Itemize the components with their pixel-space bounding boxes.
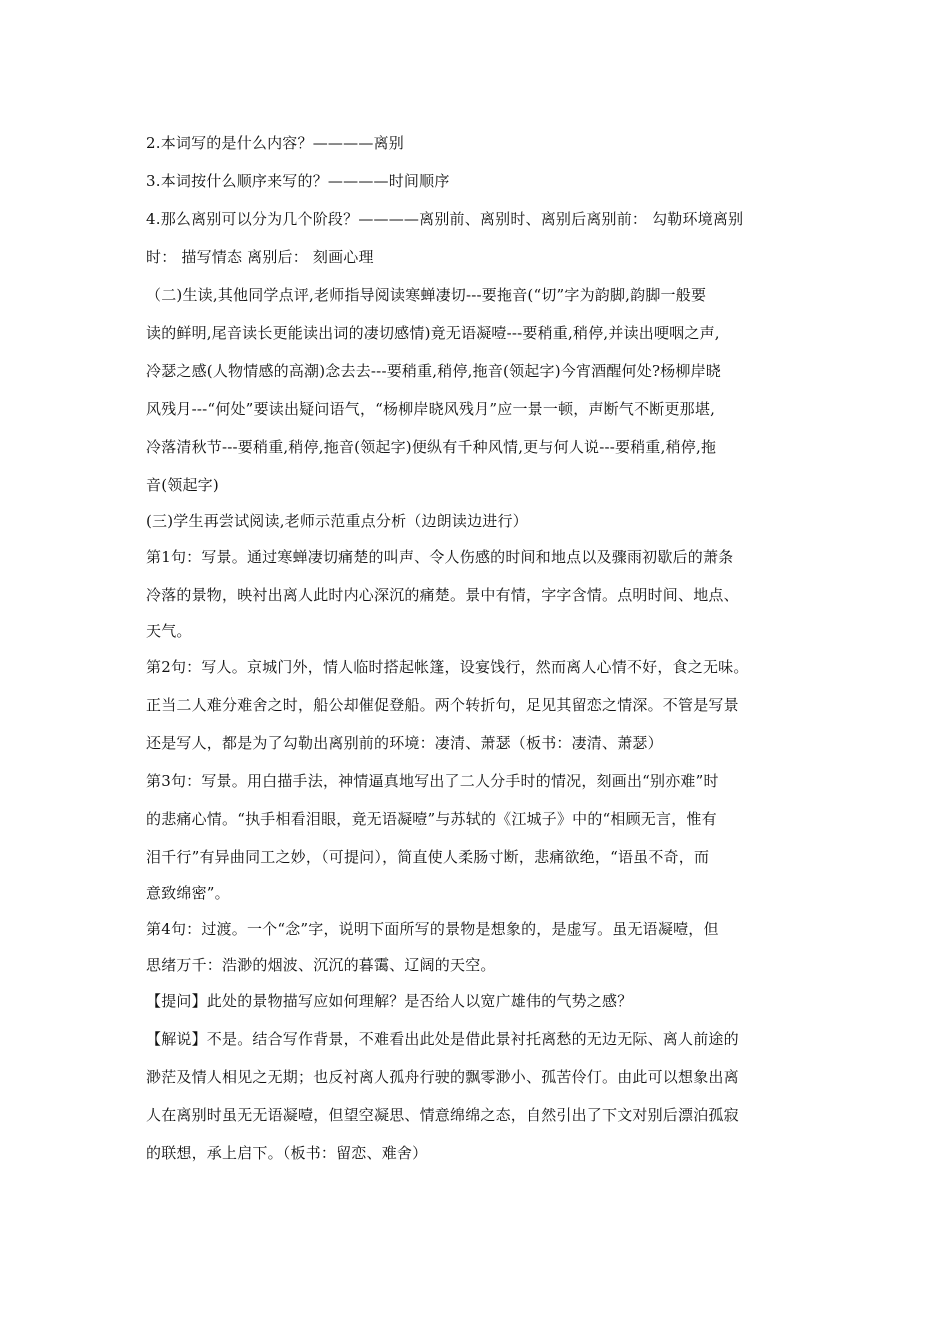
document-body — [146, 124, 810, 1172]
explanation-line-4: 的联想，承上启下。（板书：留恋、难舍） — [146, 1144, 428, 1162]
sentence-2-line-1: 第2句：写人。京城门外，情人临时搭起帐篷，设宴饯行，然而离人心情不好，食之无味。 — [146, 658, 749, 676]
sentence-3-line-2: 的悲痛心情。“执手相看泪眼，竟无语凝噎”与苏轼的《江城子》中的“相顾无言，惟有 — [146, 810, 717, 828]
sentence-2-line-3: 还是写人，都是为了勾勒出离别前的环境：凄清、萧瑟（板书：凄清、萧瑟） — [146, 734, 663, 752]
section-2-line-3: 冷瑟之感(人物情感的高潮)念去去---要稍重,稍停,拖音(领起字)今宵酒醒何处?杨柳岸晓 — [146, 362, 721, 380]
sentence-3-line-3: 泪千行”有异曲同工之妙，（可提问），简直使人柔肠寸断，悲痛欲绝，“语虽不奇，而 — [146, 848, 710, 866]
question-4: 4.那么离别可以分为几个阶段？————离别前、离别时、离别后离别前： 勾勒环境离别 — [146, 210, 744, 228]
question-4-continued: 时： 描写情态 离别后： 刻画心理 — [146, 248, 374, 266]
explanation-line-2: 渺茫及情人相见之无期；也反衬离人孤舟行驶的飘零渺小、孤苦伶仃。由此可以想象出离 — [146, 1068, 739, 1086]
sentence-1-line-2: 冷落的景物，映衬出离人此时内心深沉的痛楚。景中有情，字字含情。点明时间、地点、 — [146, 586, 739, 604]
section-2-line-4: 风残月---“何处”要读出疑问语气，“杨柳岸晓风残月”应一景一顿，声断气不断更那堪, — [146, 400, 716, 418]
question-prompt: 【提问】此处的景物描写应如何理解？是否给人以宽广雄伟的气势之感？ — [146, 992, 633, 1010]
question-2: 2.本词写的是什么内容？————离别 — [146, 134, 404, 152]
sentence-2-line-2: 正当二人难分难舍之时，船公却催促登船。两个转折句，足见其留恋之情深。不管是写景 — [146, 696, 739, 714]
section-2-line-2: 读的鲜明,尾音读长更能读出词的凄切感情)竟无语凝噎---要稍重,稍停,并读出哽咽之声, — [146, 324, 720, 342]
section-2-line-6: 音(领起字) — [146, 476, 219, 494]
sentence-4-line-2: 思绪万千：浩渺的烟波、沉沉的暮霭、辽阔的天空。 — [146, 956, 496, 974]
sentence-3-line-1: 第3句：写景。用白描手法，神情逼真地写出了二人分手时的情况，刻画出“别亦难”时 — [146, 772, 719, 790]
sentence-4-line-1: 第4句：过渡。一个“念”字，说明下面所写的景物是想象的，是虚写。虽无语凝噎，但 — [146, 920, 719, 938]
explanation-line-3: 人在离别时虽无无语凝噎，但望空凝思、情意绵绵之态，自然引出了下文对别后漂泊孤寂 — [146, 1106, 739, 1124]
sentence-3-line-4: 意致绵密”。 — [146, 884, 230, 902]
question-3: 3.本词按什么顺序来写的？————时间顺序 — [146, 172, 450, 190]
section-2-line-1: （二)生读,其他同学点评,老师指导阅读寒蝉凄切---要拖音(“切”字为韵脚,韵脚一般要 — [146, 286, 707, 304]
sentence-1-line-1: 第1句：写景。通过寒蝉凄切痛楚的叫声、令人伤感的时间和地点以及骤雨初歇后的萧条 — [146, 548, 734, 566]
section-3-heading: (三)学生再尝试阅读,老师示范重点分析（边朗读边进行） — [146, 512, 528, 530]
explanation-line-1: 【解说】不是。结合写作背景，不难看出此处是借此景衬托离愁的无边无际、离人前途的 — [146, 1030, 739, 1048]
sentence-1-line-3: 天气。 — [146, 622, 192, 640]
section-2-line-5: 冷落清秋节---要稍重,稍停,拖音(领起字)便纵有千种风情,更与何人说---要稍重,稍停,拖 — [146, 438, 717, 456]
